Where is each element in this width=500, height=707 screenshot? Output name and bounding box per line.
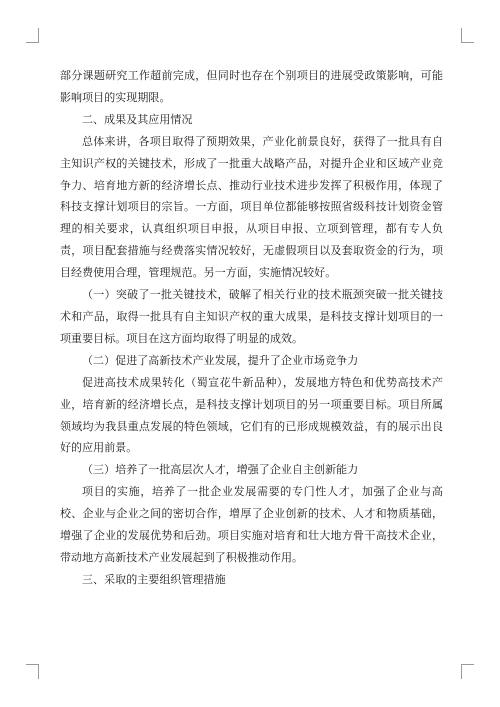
subheading-industry-development: （二）促进了高新技术产业发展，提升了企业市场竞争力 <box>82 353 359 367</box>
crop-mark-bottom-left <box>26 664 39 679</box>
paragraph-overview: 总体来讲，各项目取得了预期效果，产业化前景良好，获得了一批具有自主知识产权的关键技术，形成了一批重大战略产品，对提升企业和区域产业竞争力、培育地方新的经济增长点、推动行业技术进步发挥了积极作用，体现了科技支撑计划项目的宗旨。一方面，项目单位都能够按照省级科技计划资金管理的相关要求，认真组织项目申报，从项目申报、立项到管理，都有专人负责，项目配套措施与经费落实情况较好，无虚假项目以及套取资金的行为，项目经费使用合理，管理规范。另一方面，实施情况较好。 <box>60 134 443 280</box>
document-body <box>60 65 443 591</box>
paragraph-industry-development: 促进高技术成果转化（蜀宣花牛新品种），发展地方特色和优势高技术产业，培育新的经济增长点，是科技支撑计划项目的另一项重要目标。项目所属领域均为我县重点发展的特色领域，它们有的已形成规模效益，有的展示出良好的应用前景。 <box>60 375 443 455</box>
paragraph-key-technologies: （一）突破了一批关键技术，破解了相关行业的技术瓶颈突破一批关键技术和产品，取得一批具有自主知识产权的重大成果，是科技支撑计划项目的一项重要目标。项目在这方面均取得了明显的成效。 <box>60 288 443 345</box>
crop-mark-top-left <box>26 28 39 43</box>
section-heading-achievements: 二、成果及其应用情况 <box>82 112 193 126</box>
section-heading-management-measures: 三、采取的主要组织管理措施 <box>82 572 226 586</box>
crop-mark-top-right <box>461 28 474 43</box>
subheading-talent-training: （三）培养了一批高层次人才，增强了企业自主创新能力 <box>82 463 359 477</box>
paragraph-talent-training: 项目的实施，培养了一批企业发展需要的专门性人才，加强了企业与高校、企业与企业之间的密切合作，增厚了企业创新的技术、人才和物质基础，增强了企业的发展优势和后劲。项目实施对培育和壮大地方骨干高技术企业，带动地方高新技术产业发展起到了积极推动作用。 <box>60 485 443 564</box>
paragraph-continuation: 部分课题研究工作超前完成，但同时也存在个别项目的进展受政策影响，可能影响项目的实现期限。 <box>60 69 443 104</box>
crop-mark-bottom-right <box>461 664 474 679</box>
